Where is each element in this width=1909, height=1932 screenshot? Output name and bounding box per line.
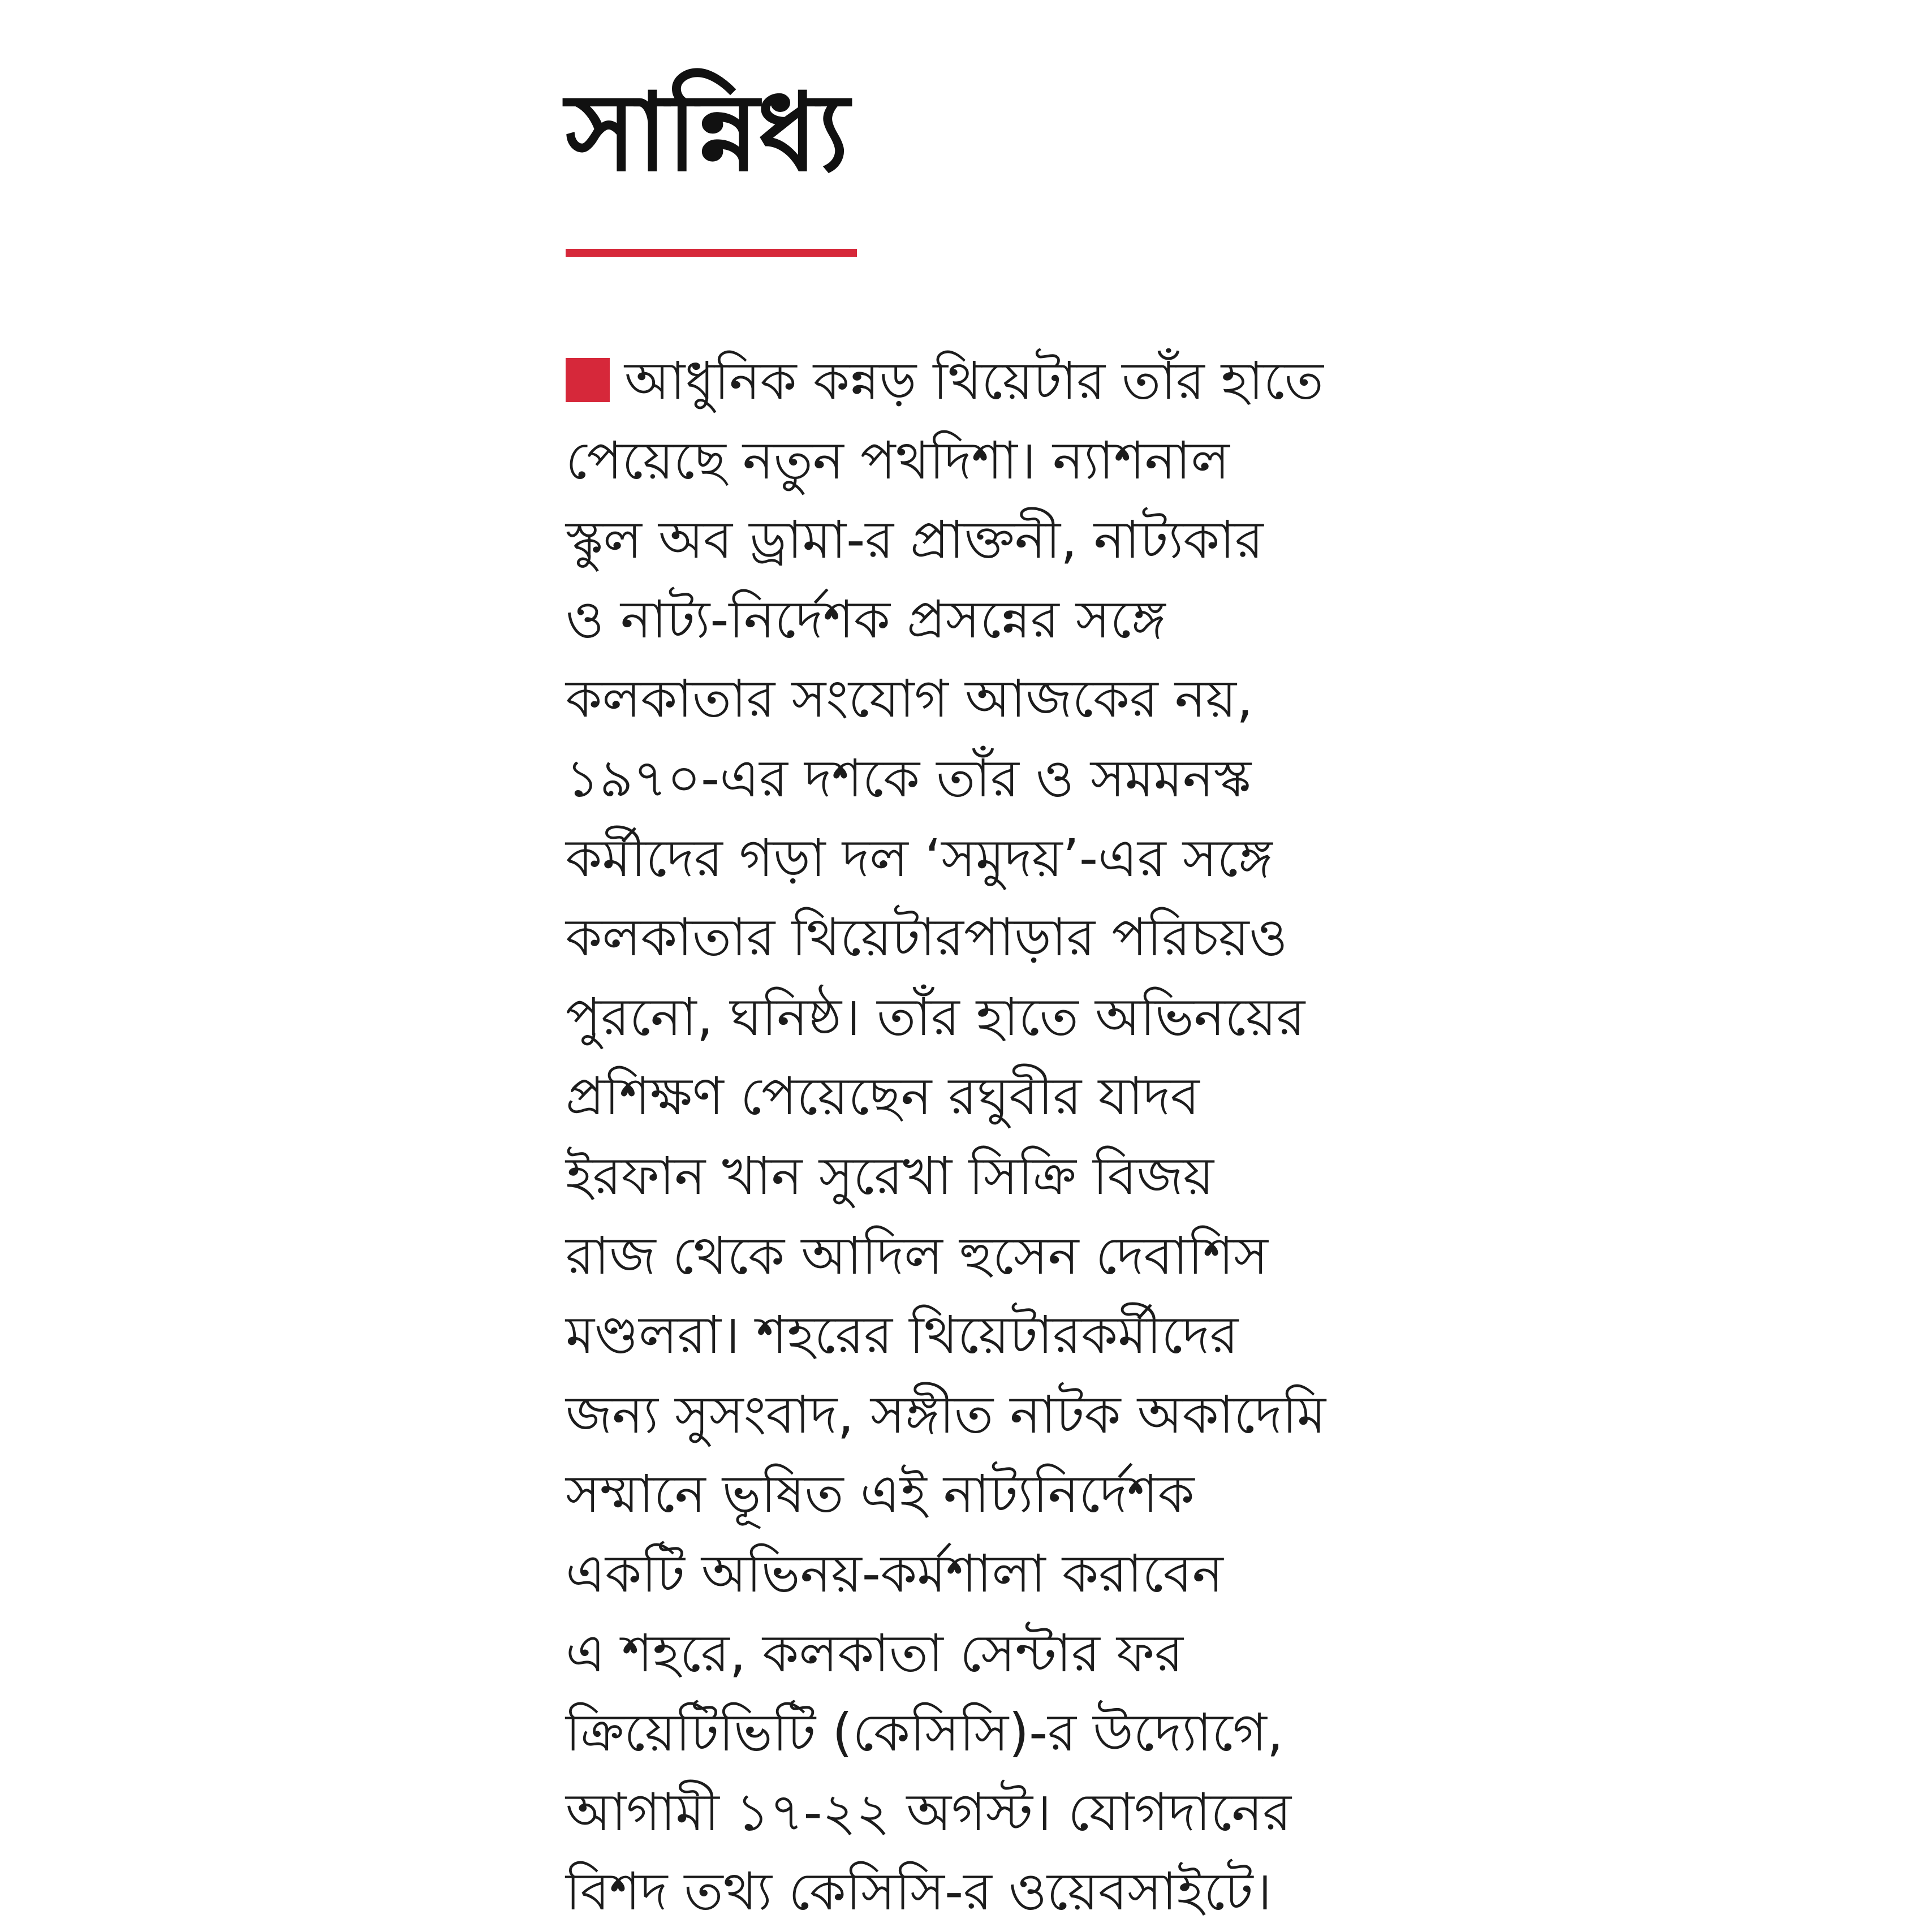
body-line: কলকাতার থিয়েটারপাড়ার পরিচয়ও (566, 907, 1288, 968)
body-line: ও নাট্য-নির্দেশক প্রসন্নের সঙ্গে (566, 589, 1166, 650)
body-line: পুরনো, ঘনিষ্ঠ। তাঁর হাতে অভিনয়ের (566, 986, 1305, 1047)
article-body (566, 342, 1380, 1932)
body-line: পেয়েছে নতুন পথদিশা। ন্যাশনাল (566, 430, 1230, 491)
article-column (566, 68, 1380, 1932)
body-line: মণ্ডলরা। শহরের থিয়েটারকর্মীদের (566, 1305, 1239, 1366)
body-line: ১৯৭০-এর দশকে তাঁর ও সমমনস্ক (566, 748, 1252, 809)
square-bullet-icon (566, 358, 610, 402)
body-line: আধুনিক কন্নড় থিয়েটার তাঁর হাতে (566, 342, 1380, 421)
body-line: প্রশিক্ষণ পেয়েছেন রঘুবীর যাদব (566, 1066, 1200, 1127)
body-line: ইরফান খান সুরেখা সিক্রি বিজয় (566, 1145, 1214, 1206)
body-line: আগামী ১৭-২২ অগস্ট। যোগদানের (566, 1782, 1291, 1843)
body-line: ক্রিয়েটিভিটি (কেসিসি)-র উদ্যোগে, (566, 1702, 1283, 1763)
body-line: জন্য সুসংবাদ, সঙ্গীত নাটক অকাদেমি (566, 1384, 1326, 1445)
body-line: স্কুল অব ড্রামা-র প্রাক্তনী, নাট্যকার (566, 510, 1264, 571)
body-line: বিশদ তথ্য কেসিসি-র ওয়েবসাইটে। (566, 1861, 1272, 1922)
body-line: সম্মানে ভূষিত এই নাট্যনির্দেশক (566, 1464, 1195, 1525)
body-line: একটি অভিনয়-কর্মশালা করাবেন (566, 1543, 1223, 1604)
body-line: রাজ থেকে আদিল হুসেন দেবাশিস (566, 1225, 1268, 1286)
body-line: এ শহরে, কলকাতা সেন্টার ফর (566, 1623, 1183, 1684)
body-line: কর্মীদের গড়া দল ‘সমুদয়’-এর সঙ্গে (566, 827, 1273, 889)
body-line: কলকাতার সংযোগ আজকের নয়, (566, 669, 1253, 730)
article-headline: সান্নিধ্য (566, 70, 848, 195)
headline-underline (566, 249, 857, 257)
